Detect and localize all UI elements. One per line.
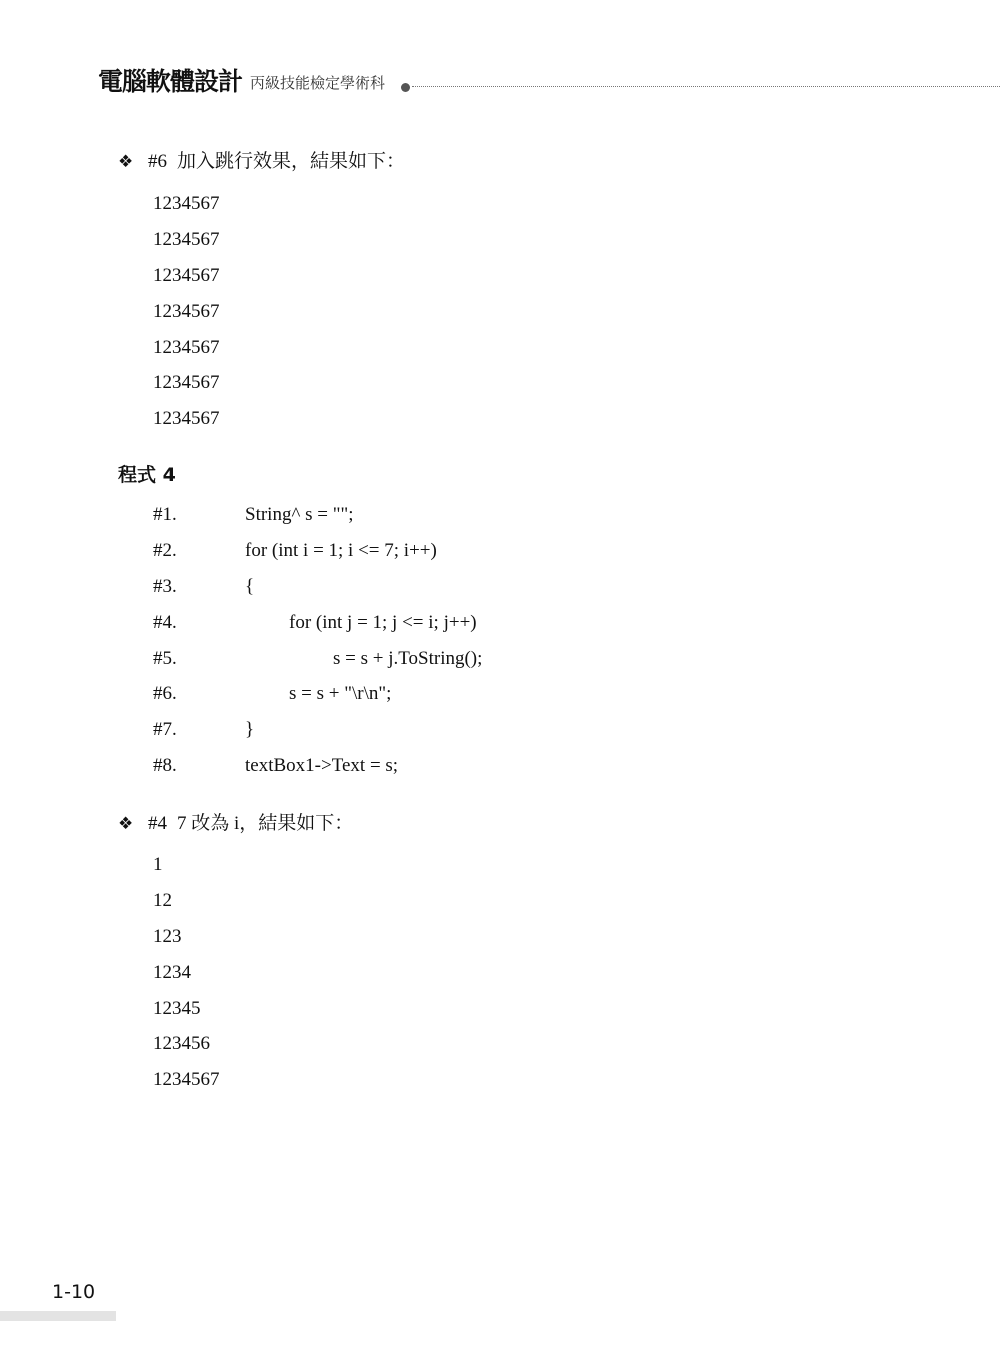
code-line-number: #2. bbox=[153, 539, 177, 561]
code-line-number: #4. bbox=[153, 611, 177, 633]
header-dot-ornament bbox=[401, 83, 410, 92]
result-heading-2 bbox=[118, 808, 353, 835]
code-line-text: textBox1->Text = s; bbox=[245, 755, 399, 777]
code-line bbox=[153, 649, 482, 685]
diamond-bullet-icon: ❖ bbox=[118, 814, 134, 833]
output-line: 12 bbox=[153, 889, 172, 911]
output-line: 1234567 bbox=[153, 300, 220, 322]
output-line: 1234567 bbox=[153, 264, 220, 286]
result-heading-text: 7 改為 i，結果如下： bbox=[177, 813, 354, 834]
program-title: 程式 4 bbox=[118, 464, 176, 486]
output-line: 123 bbox=[153, 925, 182, 947]
output-line: 1 bbox=[153, 854, 163, 875]
code-line-text: { bbox=[245, 575, 255, 597]
output-list-2 bbox=[153, 855, 220, 1106]
header-dotted-rule bbox=[412, 86, 1000, 87]
code-line bbox=[153, 613, 482, 649]
result-heading-1 bbox=[118, 146, 405, 173]
code-listing bbox=[153, 505, 482, 792]
output-line: 1234567 bbox=[153, 228, 220, 250]
code-line-text: String^ s = ""; bbox=[245, 504, 354, 525]
code-line-text: for (int j = 1; j <= i; j++) bbox=[289, 611, 477, 633]
code-line-number: #5. bbox=[153, 647, 177, 669]
running-header bbox=[98, 62, 1000, 96]
output-line: 1234567 bbox=[153, 372, 220, 394]
code-line bbox=[153, 505, 482, 541]
code-line-number: #3. bbox=[153, 575, 177, 597]
output-line: 12345 bbox=[153, 997, 201, 1019]
line-reference: #6 bbox=[148, 151, 167, 172]
code-line bbox=[153, 577, 482, 613]
code-line bbox=[153, 541, 482, 577]
code-line-text: s = s + j.ToString(); bbox=[333, 647, 483, 669]
output-line: 1234567 bbox=[153, 408, 220, 430]
code-line bbox=[153, 684, 482, 720]
output-line: 1234567 bbox=[153, 193, 220, 214]
code-line-number: #6. bbox=[153, 683, 177, 705]
code-line-text: for (int i = 1; i <= 7; i++) bbox=[245, 539, 437, 561]
output-line: 123456 bbox=[153, 1033, 210, 1055]
diamond-bullet-icon: ❖ bbox=[118, 152, 134, 171]
page-number: 1-10 bbox=[52, 1281, 96, 1303]
result-heading-text: 加入跳行效果，結果如下： bbox=[177, 151, 406, 172]
book-title: 電腦軟體設計 bbox=[98, 67, 243, 96]
code-line-number: #8. bbox=[153, 755, 177, 777]
line-reference: #4 bbox=[148, 813, 167, 834]
output-list-1 bbox=[153, 194, 220, 445]
code-line-number: #1. bbox=[153, 504, 177, 525]
code-line-text: s = s + "\r\n"; bbox=[289, 683, 392, 705]
output-line: 1234 bbox=[153, 961, 191, 983]
footer-gray-bar bbox=[0, 1311, 116, 1321]
code-line bbox=[153, 720, 482, 756]
code-line-text: } bbox=[245, 719, 255, 741]
code-line-number: #7. bbox=[153, 719, 177, 741]
code-line bbox=[153, 756, 482, 792]
book-subtitle: 丙級技能檢定學術科 bbox=[250, 74, 386, 92]
output-line: 1234567 bbox=[153, 336, 220, 358]
output-line: 1234567 bbox=[153, 1069, 220, 1091]
